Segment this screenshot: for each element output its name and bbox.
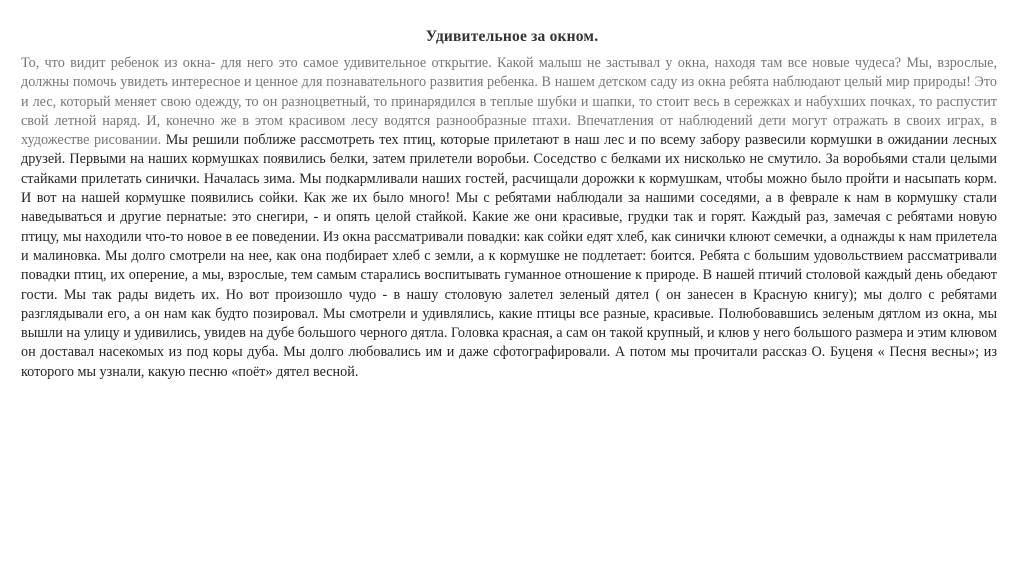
body-paragraph (21, 54, 997, 382)
main-text: Мы решили поближе рассмотреть тех птиц, которые прилетают в наш лес и по всему забору развесили кормушки в ожидании лесных друзей. Первыми на наших кормушках появились белки, затем прилетели воробьи. Соседство с белками их нисколько не смутило. За воробьями стали целыми стайками прилетать синички. Началась зима. Мы подкармливали наших гостей, расчищали дорожки к кормушкам, чтобы можно было пройти и насыпать корм. И вот на нашей кормушке появились сойки. Как же их было много! Мы с ребятами наблюдали за нашими соседями, а в феврале к нам в кормушку стали наведываться и другие пернатые: это снегири, - и опять целой стайкой. Какие же они красивые, грудки так и горят. Каждый раз, замечая с ребятами новую птицу, мы находили что-то новое в ее поведении. Из окна рассматривали повадки: как сойки едят хлеб, как синички клюют семечки, а однажды к нам прилетела и малиновка. Мы долго смотрели на нее, как она подбирает хлеб с земли, а к кормушке не подлетает: боится. Ребята с большим удовольствием рассматривали повадки птиц, их оперение, а мы, взрослые, тем самым старались воспитывать гуманное отношение к природе. В нашей птичий столовой каждый день обедают гости. Мы так рады видеть их. Но вот произошло чудо - в нашу столовую залетел зеленый дятел ( он занесен в Красную книгу); мы долго с ребятами разглядывали его, а он нам как будто позировал. Мы смотрели и удивлялись, какие птицы все разные, красивые. Полюбовавшись зеленым дятлом из окна, мы вышли на улицу и удивились, увидев на дубе большого черного дятла. Головка красная, а сам он такой крупный, и клюв у него большого размера и этим клювом он доставал насекомых из под коры дуба. Мы долго любовались им и даже сфотографировали. А потом мы прочитали рассказ О. Буценя « Песня весны»; из которого мы узнали, какую песню «поёт» дятел весной. (21, 132, 997, 380)
intro-text: То, что видит ребенок из окна- для него это самое удивительное открытие. Какой малыш не застывал у окна, находя там все новые чудеса? Мы, взрослые, должны помочь увидеть интересное и ценное для познавательного развития ребенка. В нашем детском саду из окна ребята наблюдают целый мир природы! Это и лес, который меняет свою одежду, то он разноцветный, то принарядился в теплые шубки и шапки, то стоит весь в сережках и набухших почках, то распустит свой летной наряд. И, конечно же в этом красивом лесу водятся разнообразные птахи. Впечатления от наблюдений дети могут отражать в своих играх, в художестве рисовании. (21, 55, 997, 149)
page-title: Удивительное за окном. (425, 28, 599, 45)
